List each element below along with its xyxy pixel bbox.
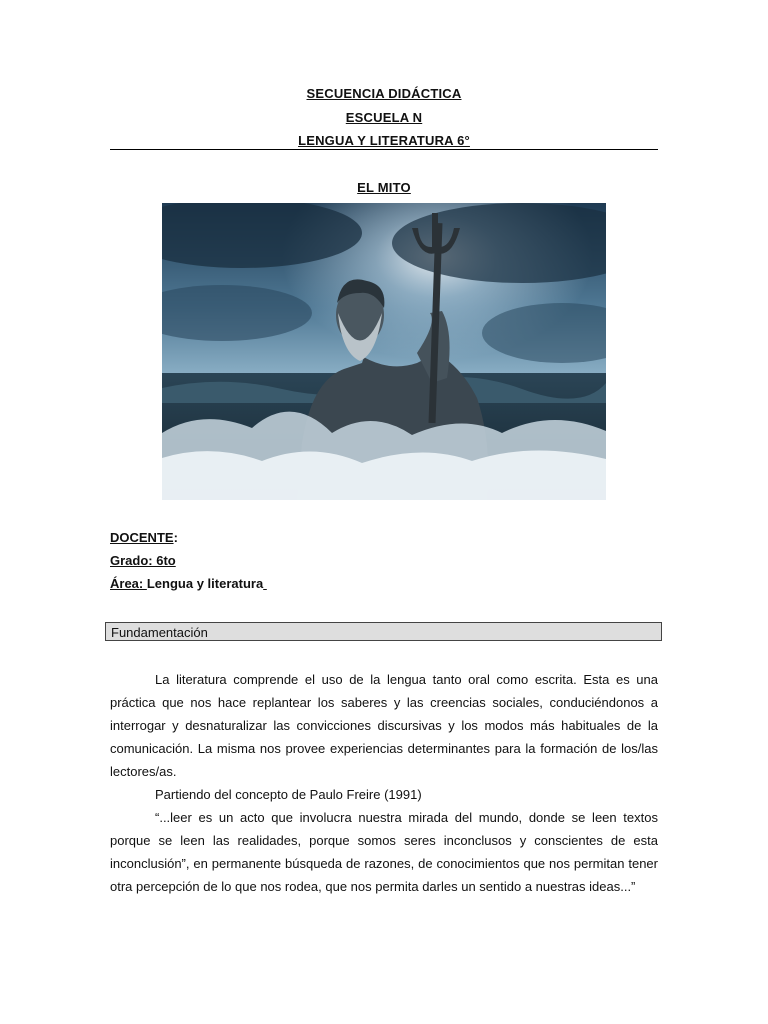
doc-heading-school: ESCUELA N [345,110,423,125]
teacher-colon: : [173,530,178,545]
section-title: EL MITO [357,180,411,195]
area-label: Área: [110,576,147,591]
paragraph-intro: La literatura comprende el uso de la lengua tanto oral como escrita. Esta es una práctica que nos hace replantear los saberes y las creencias sociales, conduciéndonos a interrogar y desnaturalizar las convicciones discursivas y los modos más habituales de la comunicación. La misma nos provee experiencias determinantes para la formación de los/las lectores/as. [110,672,658,779]
fundamentacion-body [110,668,658,898]
grade-label: Grado: 6to [110,553,176,568]
teacher-label: DOCENTE [110,530,174,545]
fundamentacion-header: Fundamentación [105,622,662,641]
area-field [110,576,267,591]
area-value: Lengua y literatura [146,576,264,591]
doc-heading-sequence: SECUENCIA DIDÁCTICA [306,86,462,101]
poseidon-image [162,203,606,500]
doc-heading-subject: LENGUA Y LITERATURA 6° [298,133,470,148]
header-divider [110,149,658,150]
teacher-field [110,530,178,545]
grade-field [110,553,176,568]
paragraph-freire: Partiendo del concepto de Paulo Freire (1991) [155,787,422,802]
paragraph-quote: “...leer es un acto que involucra nuestra mirada del mundo, donde se leen textos porque se leen las realidades, porque somos seres inconclusos y conscientes de esta inconclusión”, en permanente búsqueda de razones, de conocimientos que nos permitan tener otra percepción de lo que nos rodea, que nos permita darles un sentido a nuestras ideas...” [110,810,658,894]
